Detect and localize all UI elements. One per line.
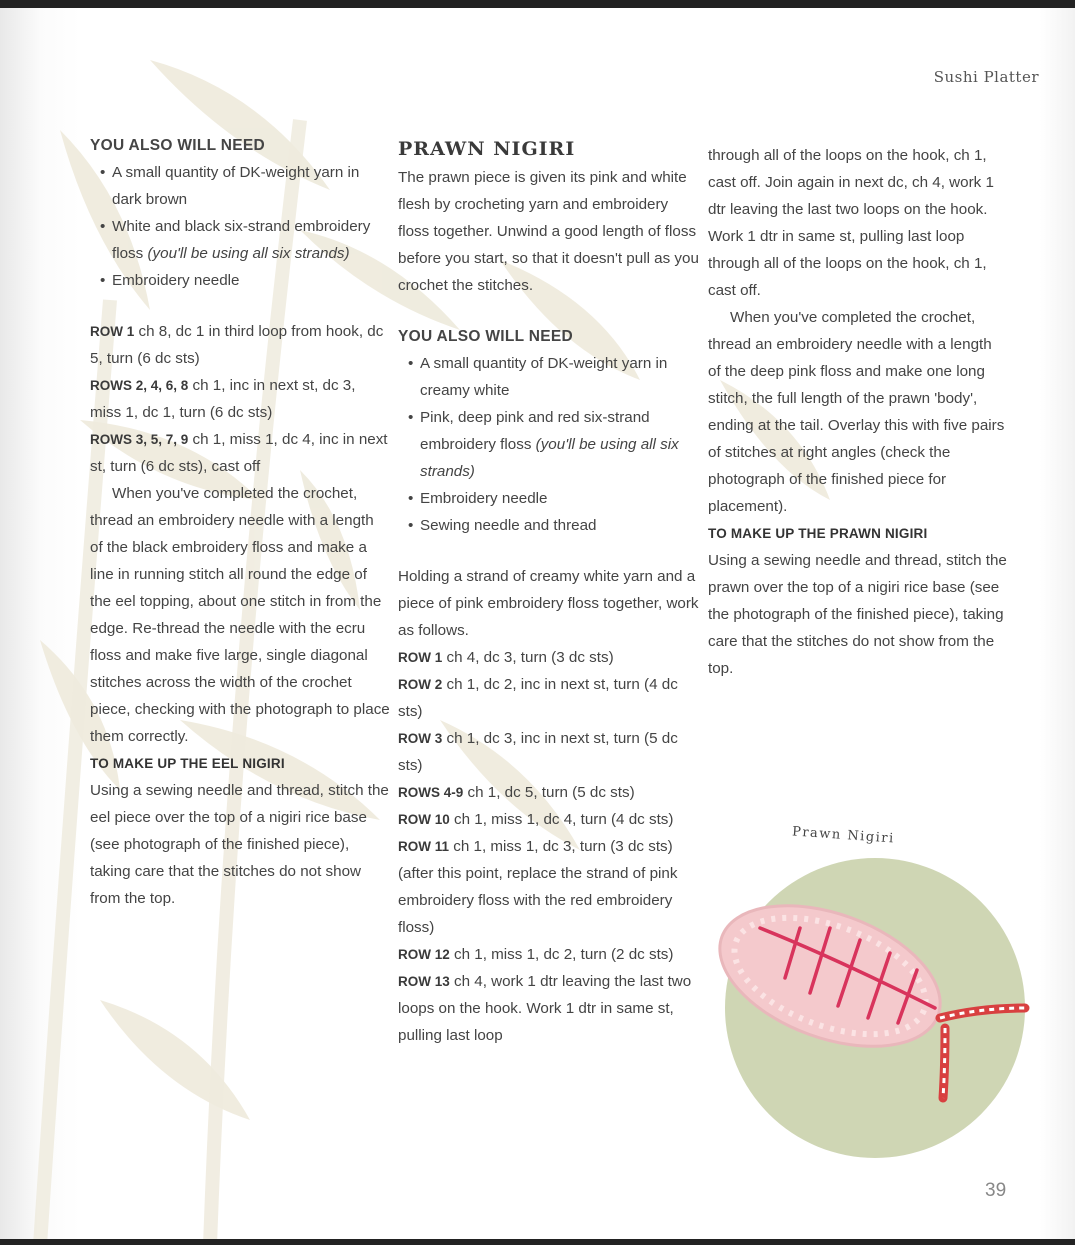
list-item-text: White and black six-strand embroidery floss xyxy=(112,218,371,262)
row-label: ROWS 2, 4, 6, 8 xyxy=(90,378,189,393)
make-up-eel-text: Using a sewing needle and thread, stitch the eel piece over the top of a nigiri rice base (see photograph of the finished piece), taking care that the stitches do not show from the top. xyxy=(90,782,389,907)
row-text: ch 1, dc 2, inc in next st, turn (4 dc sts) xyxy=(398,676,678,720)
row-label: ROW 1 xyxy=(90,324,135,339)
holding-instruction: Holding a strand of creamy white yarn and a piece of pink embroidery floss together, work as follows. xyxy=(398,568,699,639)
row-label: ROWS 3, 5, 7, 9 xyxy=(90,432,189,447)
list-item: • Sewing needle and thread xyxy=(408,512,703,539)
list-item: • Embroidery needle xyxy=(100,267,390,294)
row-text: ch 1, dc 3, inc in next st, turn (5 dc sts) xyxy=(398,730,678,774)
pattern-row xyxy=(398,833,703,941)
row-label: ROWS 4-9 xyxy=(398,785,464,800)
make-up-eel-heading: TO MAKE UP THE EEL NIGIRI xyxy=(90,756,285,771)
page-number: 39 xyxy=(985,1180,1007,1201)
list-item: • A small quantity of DK-weight yarn in dark brown xyxy=(100,159,390,213)
column-prawn-nigiri xyxy=(398,134,703,1049)
row-text: ch 1, dc 5, turn (5 dc sts) xyxy=(467,784,635,801)
instruction-paragraph: When you've completed the crochet, thread an embroidery needle with a length of the deep pink floss and make one long stitch, the full length of the prawn 'body', ending at the tail. Overlay this with five pairs of stitches at right angles (check the photograph of the finished piece for placement). xyxy=(708,309,1005,515)
pattern-row xyxy=(398,779,703,806)
row-label: ROW 3 xyxy=(398,731,443,746)
row-text: ch 1, miss 1, dc 4, inc in next st, turn (6 dc sts), cast off xyxy=(90,431,388,475)
row-label: ROW 12 xyxy=(398,947,450,962)
list-item: • A small quantity of DK-weight yarn in creamy white xyxy=(408,350,703,404)
list-item xyxy=(408,404,703,485)
row-text: ch 8, dc 1 in third loop from hook, dc 5, turn (6 dc sts) xyxy=(90,323,384,367)
you-also-will-need-heading: YOU ALSO WILL NEED xyxy=(398,328,574,345)
column-prawn-continued xyxy=(708,142,1008,682)
pattern-row xyxy=(398,806,703,833)
list-item-text: Pink, deep pink and red six-strand embroidery floss xyxy=(420,409,650,453)
row-text: ch 1, miss 1, dc 3, turn (3 dc sts) (after this point, replace the strand of pink embroidery floss with the red embroidery floss) xyxy=(398,838,678,936)
list-item xyxy=(100,213,390,267)
row-text: ch 1, miss 1, dc 2, turn (2 dc sts) xyxy=(454,946,674,963)
pattern-row xyxy=(398,968,703,1049)
row-text: ch 1, miss 1, dc 4, turn (4 dc sts) xyxy=(454,811,674,828)
you-also-will-need-heading: YOU ALSO WILL NEED xyxy=(90,137,266,154)
row-text: ch 1, inc in next st, dc 3, miss 1, dc 1, turn (6 dc sts) xyxy=(90,377,356,421)
pattern-row xyxy=(90,426,390,480)
pattern-row xyxy=(398,644,703,671)
materials-list xyxy=(100,159,390,294)
row-label: ROW 2 xyxy=(398,677,443,692)
make-up-prawn-text: Using a sewing needle and thread, stitch the prawn over the top of a nigiri rice base (see the photograph of the finished piece), taking care that the stitches do not show from the top. xyxy=(708,552,1007,677)
running-head: Sushi Platter xyxy=(933,68,1039,86)
row-label: ROW 1 xyxy=(398,650,443,665)
list-item: • Embroidery needle xyxy=(408,485,703,512)
scan-bottom-edge xyxy=(0,1239,1075,1245)
bamboo-leaf xyxy=(100,1000,250,1120)
continuation-paragraph: through all of the loops on the hook, ch 1, cast off. Join again in next dc, ch 4, work 1 dtr leaving the last two loops on the hook. Work 1 dtr in same st, pulling last loop through all of the loops on the hook, ch 1, cast off. xyxy=(708,147,994,299)
pattern-row xyxy=(90,372,390,426)
row-label: ROW 13 xyxy=(398,974,450,989)
intro-paragraph: The prawn piece is given its pink and white flesh by crocheting yarn and embroidery floss together. Unwind a good length of floss before you start, so that it doesn't pull as you crochet the stitches. xyxy=(398,169,699,294)
instruction-paragraph: When you've completed the crochet, thread an embroidery needle with a length of the black embroidery floss and make a line in running stitch all round the edge of the eel topping, about one stitch in from the edge. Re-thread the needle with the ecru floss and make five large, single diagonal stitches across the width of the crochet piece, checking with the photograph to place them correctly. xyxy=(90,485,390,745)
column-eel-nigiri xyxy=(90,132,390,912)
row-label: ROW 11 xyxy=(398,839,450,854)
row-label: ROW 10 xyxy=(398,812,450,827)
materials-list xyxy=(408,350,703,539)
row-text: ch 4, dc 3, turn (3 dc sts) xyxy=(446,649,614,666)
row-text: ch 4, work 1 dtr leaving the last two loops on the hook. Work 1 dtr in same st, pulling last loop xyxy=(398,973,692,1044)
pattern-row xyxy=(398,725,703,779)
prawn-nigiri-photo xyxy=(705,858,1045,1158)
list-item-note: (you'll be using all six strands) xyxy=(420,436,679,480)
photo-caption: Prawn Nigiri xyxy=(791,824,896,847)
pattern-row xyxy=(398,671,703,725)
list-item-note: (you'll be using all six strands) xyxy=(147,245,350,262)
pattern-row xyxy=(398,941,703,968)
make-up-prawn-heading: TO MAKE UP THE PRAWN NIGIRI xyxy=(708,526,928,541)
prawn-nigiri-title: PRAWN NIGIRI xyxy=(398,138,576,160)
pattern-row xyxy=(90,318,390,372)
